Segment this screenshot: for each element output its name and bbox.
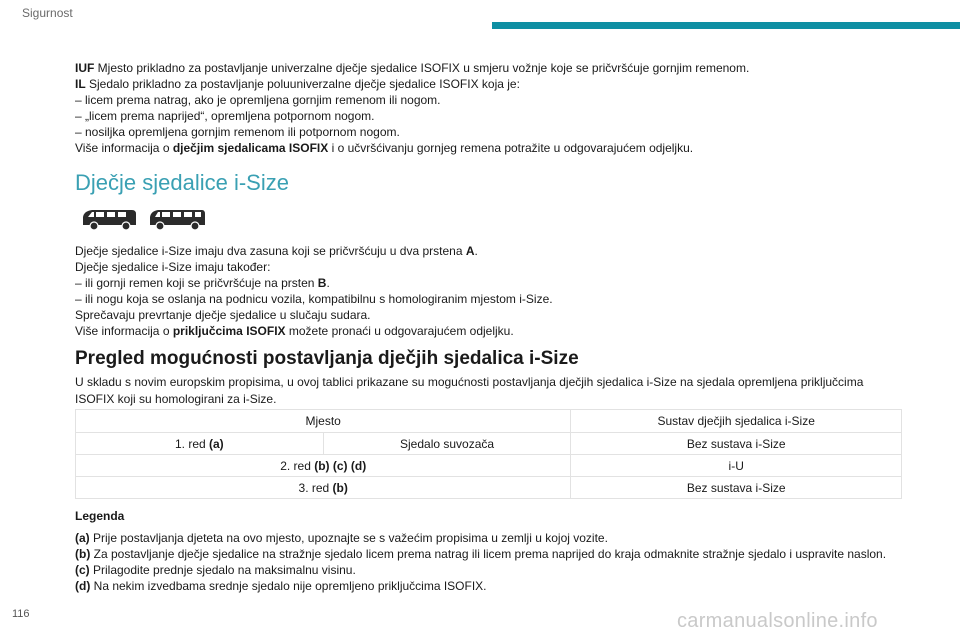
row-label: 1. red [174,436,210,451]
legend-key: (a) [75,531,90,545]
table-header-system: Sustav dječjih sjedalica i-Size [571,410,902,433]
legend-key: (d) [75,579,91,593]
ring-b-label: B [317,276,327,290]
table-row [76,455,902,477]
il-line [75,76,915,92]
legend-key: (b) [75,547,91,561]
isize-seat-table [75,409,902,499]
overview-intro: U skladu s novim europskim propisima, u ovoj tablici prikazane su mogućnosti postavljanja dječjih sjedalica i-Size na sjedala opremljena priključcima ISOFIX koji su homologirani za i-Size. [75,375,864,406]
isize-item-1 [75,275,915,291]
legend-item [75,562,925,578]
overview-title: Pregled mogućnosti postavljanja dječjih sjedalica i-Size [75,348,579,369]
legend-text: Prilagodite prednje sjedalo na maksimalnu visinu. [89,563,356,577]
isize-more-pre: Više informacija o [75,324,173,338]
isize-more-info [75,323,915,339]
il-code: IL [75,77,86,91]
isize-line-1-post: . [474,244,478,258]
isize-more-post: možete pronaći u odgovarajućem odjeljku. [285,324,514,338]
row-label: 2. red [280,458,315,473]
row-refs: (a) [209,436,224,451]
table-cell-value: Bez sustava i-Size [571,433,902,455]
table-cell-row [76,477,571,499]
iuf-code: IUF [75,61,95,75]
isize-section-title: Dječje sjedalice i-Size [75,170,289,195]
van-icon [80,207,138,233]
intro-more-post: i o učvršćivanju gornjeg remena potražite u odgovarajućem odjeljku. [328,141,694,155]
legend-item [75,546,925,562]
table-header-place: Mjesto [76,410,571,433]
intro-block [75,60,915,156]
isize-line-3: Sprečavaju prevrtanje dječje sjedalice u slučaju sudara. [75,308,371,322]
isize-line-1 [75,243,915,259]
il-item-3: – nosiljka opremljena gornjim remenom ili potpornom nogom. [75,125,400,139]
legend-text: Na nekim izvedbama srednje sjedalo nije opremljeno priključcima ISOFIX. [90,579,487,593]
legend-list [75,530,925,594]
il-text: Sjedalo prikladno za postavljanje poluuniverzalne dječje sjedalice ISOFIX koja je: [85,77,520,91]
row-label: 3. red [298,480,333,495]
legend-text: Prije postavljanja djeteta na ovo mjesto, upoznajte se s važećim propisima u zemlji u kojoj vozite. [89,531,608,545]
isize-item-2: – ili nogu koja se oslanja na podnicu vozila, kompatibilnu s homologiranim mjestom i-Size. [75,292,553,306]
table-header-row [76,410,902,433]
legend-item [75,578,925,594]
legend-title: Legenda [75,509,125,523]
ring-a-label: A [465,244,475,258]
table-cell-value: i-U [571,455,902,477]
legend-item [75,530,925,546]
isize-line-1-pre: Dječje sjedalice i-Size imaju dva zasuna koji se pričvršćuju u dva prstena [75,244,466,258]
isize-line-2: Dječje sjedalice i-Size imaju također: [75,260,271,274]
table-cell-seat: Sjedalo suvozača [323,433,571,455]
il-item-1: – licem prema natrag, ako je opremljena gornjim remenom ili nogom. [75,93,441,107]
intro-more-bold: dječjim sjedalicama ISOFIX [172,141,329,155]
intro-more-info [75,140,915,156]
row-refs: (b) [332,480,348,495]
il-item-2: – „licem prema naprijed“, opremljena potpornom nogom. [75,109,375,123]
isize-item-1-pre: – ili gornji remen koji se pričvršćuje na prsten [75,276,318,290]
legend-key: (c) [75,563,90,577]
header-section-label: Sigurnost [22,6,73,20]
isize-more-bold: priključcima ISOFIX [172,324,286,338]
legend-text: Za postavljanje dječje sjedalice na stražnje sjedalo licem prema natrag ili licem prema naprijed do kraja odmaknite stražnje sjedalo i uspravite naslon. [90,547,887,561]
table-cell-row [76,455,571,477]
row-refs: (b) (c) (d) [314,458,367,473]
iuf-line [75,60,915,76]
vehicle-icons [80,207,206,233]
isize-description [75,243,915,339]
intro-more-pre: Više informacija o [75,141,173,155]
table-row [76,477,902,499]
watermark: carmanualsonline.info [677,610,878,632]
page-number: 116 [12,608,30,620]
header-accent-bar [492,22,960,29]
iuf-text: Mjesto prikladno za postavljanje univerzalne dječje sjedalice ISOFIX u smjeru vožnje koje se pričvršćuje gornjim remenom. [94,61,750,75]
isize-item-1-post: . [326,276,330,290]
van-long-icon [148,207,206,233]
table-cell-value: Bez sustava i-Size [571,477,902,499]
table-row [76,433,902,455]
table-cell-row [76,433,324,455]
